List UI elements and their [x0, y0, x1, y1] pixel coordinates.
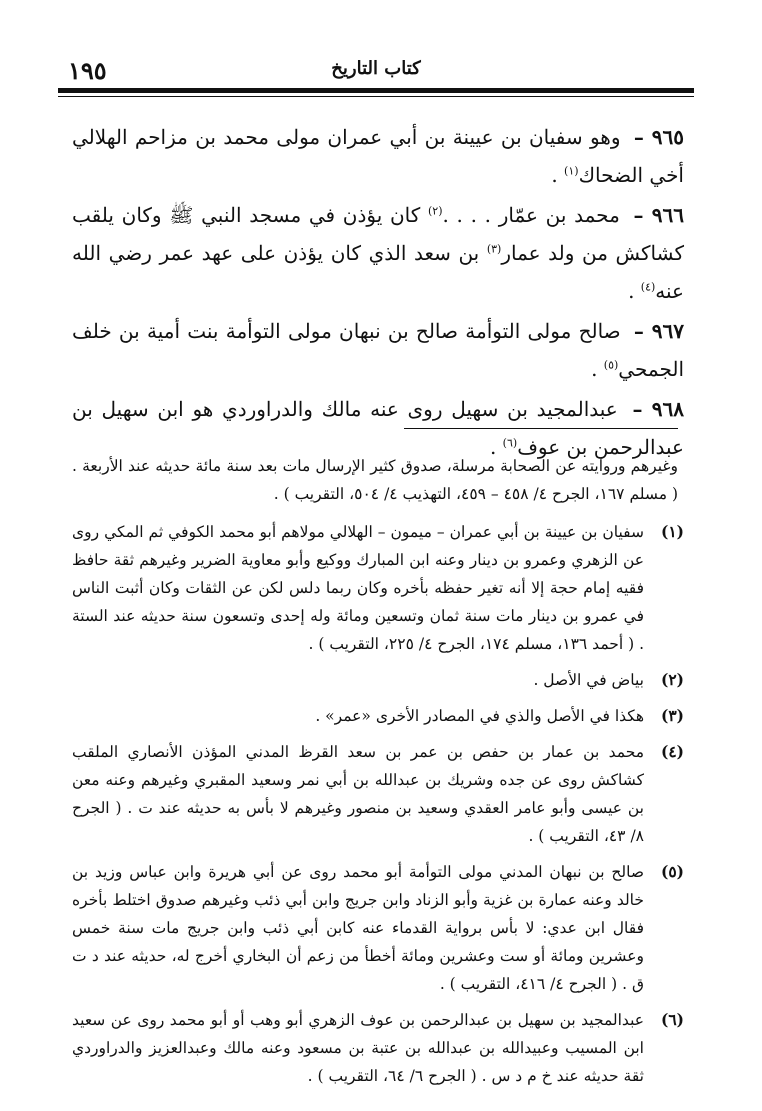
footnote	[72, 518, 684, 658]
footnote-number: (٤)	[660, 742, 684, 761]
footnote	[72, 738, 684, 850]
footnote-text: محمد بن عمار بن حفص بن عمر بن سعد القرظ المدني المؤذن الأنصاري الملقب كشاكش روى عن جده وشريك بن عبدالله بن أبي نمر وسعيد المقبري وغيرهم وعنه معن بن عيسى وأبو عامر العقدي وسعيد بن منصور وغيرهم لا بأس به حديثه عند ت . ( الجرح ٨/ ٤٣، التقريب ) .	[72, 743, 644, 845]
entry-text: صالح مولى التوأمة صالح بن نبهان مولى التوأمة بنت أمية بن خلف الجمحي	[72, 319, 684, 381]
entry-end: .	[551, 163, 558, 187]
entry-text: محمد بن عمّار . . . .	[442, 203, 620, 227]
entry	[72, 312, 684, 388]
footnote-number: (٣)	[660, 706, 684, 725]
footnote-ref: (٣)	[486, 242, 502, 256]
book-title: كتاب التاريخ	[331, 58, 421, 79]
page-header	[58, 56, 694, 85]
entry-number: ٩٦٦ –	[633, 203, 685, 227]
footnote-continuation: وغيرهم وروايته عن الصحابة مرسلة، صدوق كثير الإرسال مات بعد سنة مائة حديثه عند الأربعة . ( مسلم ١٦٧، الجرح ٤/ ٤٥٨ – ٤٥٩، التهذيب ٤/ ٥٠٤، التقريب ) .	[72, 457, 678, 503]
footnote-text: هكذا في الأصل والذي في المصادر الأخرى «عمر» .	[315, 707, 644, 725]
entry-end: .	[628, 279, 635, 303]
footnote-ref: (٢)	[427, 204, 443, 218]
footnotes	[72, 452, 684, 1098]
footnote-ref: (٥)	[603, 358, 619, 372]
footnote	[72, 666, 684, 694]
footnote-number: (٦)	[660, 1010, 684, 1029]
entry-number: ٩٦٥ –	[633, 125, 685, 149]
footnote-text: بياض في الأصل .	[533, 671, 644, 689]
footnote-text: عبدالمجيد بن سهيل بن عبدالرحمن بن عوف الزهري أبو وهب أو أبو محمد روى عن سعيد ابن المسيب وعبيدالله بن عبدالله بن عتبة بن مسعود وعنه مالك وعبدالعزيز والدراوردي ثقة حديثه عند خ م د س . ( الجرح ٦/ ٦٤، التقريب ) .	[72, 1011, 644, 1085]
footnote	[72, 1006, 684, 1090]
footnote-separator	[404, 428, 678, 429]
entry-number: ٩٦٧ –	[633, 319, 684, 343]
entry-number: ٩٦٨ –	[632, 397, 685, 421]
footnote-text: صالح بن نبهان المدني مولى التوأمة أبو محمد روى عن أبي هريرة وابن عباس وزيد بن خالد وعنه عمارة بن غزية وأبو الزناد وابن جريج وابن أبي ذئب وغيرهم صدوق اختلط بأخره فقال ابن عدي: لا بأس برواية القدماء عنه كابن أبي ذئب وابن جريج مات سنة خمس وعشرين ومائة أو ست وعشرين ومائة أخطأ من زعم أن البخاري أخرج له، حديثه عند د ت ق . ( الجرح ٤/ ٤١٦، التقريب ) .	[72, 863, 644, 993]
entry-text: بن سعد الذي كان يؤذن على عهد عمر رضي الله عنه	[72, 241, 684, 303]
entry-end: .	[489, 435, 497, 459]
footnote-ref: (١)	[564, 164, 579, 178]
entry-text: وهو سفيان بن عيينة بن أبي عمران مولى محمد بن مزاحم الهلالي أخي الضحاك	[72, 125, 684, 187]
footnote-ref: (٦)	[502, 436, 518, 450]
entry-text: كان يؤذن في مسجد النبي ﷺ وكان يلقب كشاكش من ولد عمار	[72, 203, 684, 265]
footnote	[72, 702, 684, 730]
entry	[72, 118, 684, 194]
entry-text: عبدالمجيد بن سهيل روى عنه مالك والدراوردي هو ابن سهيل بن عبدالرحمن بن عوف	[72, 397, 684, 459]
header-rule-thin	[58, 96, 694, 97]
footnote-ref: (٤)	[640, 280, 656, 294]
header-rule-thick	[58, 88, 694, 93]
page-number: ١٩٥	[68, 56, 107, 85]
footnote-number: (٢)	[660, 670, 684, 689]
entry	[72, 196, 684, 310]
footnote	[72, 858, 684, 998]
footnote-number: (١)	[660, 522, 684, 541]
entry-end: .	[591, 357, 598, 381]
footnote-text: سفيان بن عيينة بن أبي عمران – ميمون – الهلالي مولاهم أبو محمد الكوفي ثم المكي روى عن الزهري وعمرو بن دينار وعنه ابن المبارك ووكيع وأبو معاوية الضرير وغيرهم ثقة حافظ فقيه إمام حجة إلا أنه تغير حفظه بأخره وكان ربما دلس لكن عن الثقات وكان أثبت الناس في عمرو بن دينار مات سنة ثمان وتسعين ومائة وله إحدى وتسعون سنة حديثه عند الستة . ( أحمد ١٣٦، مسلم ١٧٤، الجرح ٤/ ٢٢٥، التقريب ) .	[72, 523, 644, 653]
footnote-number: (٥)	[660, 862, 684, 881]
main-text	[72, 118, 684, 466]
